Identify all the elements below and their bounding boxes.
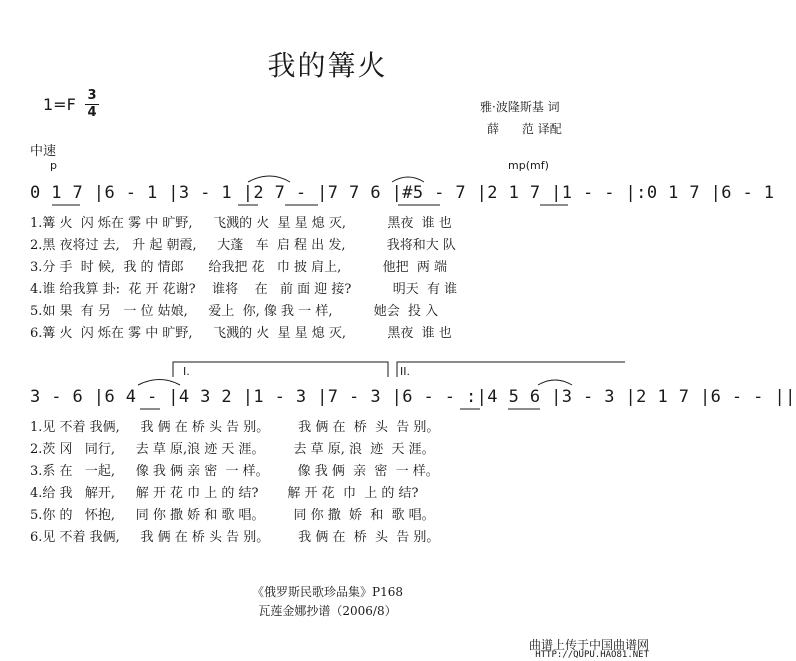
tie-arc <box>138 380 180 386</box>
source-reference: 《俄罗斯民歌珍品集》P168 <box>252 585 403 599</box>
key-signature: 1=F <box>43 95 76 114</box>
lyric-line: 1.篝 火 闪 烁在 雾 中 旷野, 飞溅的 火 星 星 熄 灭, 黑夜 谁 也 <box>30 216 452 231</box>
tie-arc <box>248 176 290 182</box>
lyricist-credit: 雅·波隆斯基 词 <box>480 100 560 114</box>
volta-first-label: I. <box>183 365 190 378</box>
lyric-line: 6.见 不着 我俩, 我 俩 在 桥 头 告 别。 我 俩 在 桥 头 告 别。 <box>30 530 440 545</box>
song-title: 我的篝火 <box>267 49 388 82</box>
lyric-line: 1.见 不着 我俩, 我 俩 在 桥 头 告 别。 我 俩 在 桥 头 告 别。 <box>30 420 440 435</box>
notation-line-1: 0 1 7 |6 - 1 |3 - 1 |2 7 - |7 7 6 |#5 - 7 |2 1 7 |1 - - |:0 1 7 |6 - 1 <box>30 183 775 203</box>
time-signature-top: 3 <box>87 88 97 103</box>
lyric-line: 4.给 我 解开, 解 开 花 巾 上 的 结? 解 开 花 巾 上 的 结? <box>30 486 419 501</box>
lyric-line: 5.如 果 有 另 一 位 姑娘, 爱上 你, 像 我 一 样, 她会 投 入 <box>30 304 439 319</box>
lyric-line: 2.茨 冈 同行, 去 草 原,浪 迹 天 涯。 去 草 原, 浪 迹 天 涯。 <box>30 442 435 457</box>
tie-arc <box>392 177 424 182</box>
dynamic-later: mp(mf) <box>508 159 549 172</box>
translator-credit: 薛 范 译配 <box>487 122 562 136</box>
lyric-line: 3.分 手 时 候, 我 的 情郎 给我把 花 巾 披 肩上, 他把 两 端 <box>30 260 448 275</box>
time-signature-bottom: 4 <box>87 105 97 120</box>
lyric-line: 6.篝 火 闪 烁在 雾 中 旷野, 飞溅的 火 星 星 熄 灭, 黑夜 谁 也 <box>30 326 452 341</box>
lyric-line: 2.黑 夜将过 去, 升 起 朝霞, 大蓬 车 启 程 出 发, 我将和大 队 <box>30 238 456 253</box>
lyric-line: 5.你 的 怀抱, 同 你 撒 娇 和 歌 唱。 同 你 撒 娇 和 歌 唱。 <box>30 508 435 523</box>
volta-bracket-first <box>173 362 388 377</box>
lyric-line: 3.系 在 一起, 像 我 俩 亲 密 一 样。 像 我 俩 亲 密 一 样。 <box>30 464 439 479</box>
volta-second-label: II. <box>400 365 410 378</box>
watermark-url: HTTP://QUPU.HAO81.NET <box>535 650 649 660</box>
transcriber-credit: 瓦莲金娜抄谱（2006/8） <box>258 604 397 618</box>
dynamic-start: p <box>50 159 57 172</box>
watermark-text: 曲谱上传于中国曲谱网 <box>528 638 649 652</box>
notation-line-2: 3 - 6 |6 4 - |4 3 2 |1 - 3 |7 - 3 |6 - - :|4 5 6 |3 - 3 |2 1 7 |6 - - || <box>30 387 796 407</box>
volta-bracket-second <box>397 362 625 377</box>
lyric-line: 4.谁 给我算 卦: 花 开 花谢? 谁将 在 前 面 迎 接? 明天 有 谁 <box>30 282 458 297</box>
tie-arc <box>538 380 572 385</box>
tempo-marking: 中速 <box>30 144 57 159</box>
